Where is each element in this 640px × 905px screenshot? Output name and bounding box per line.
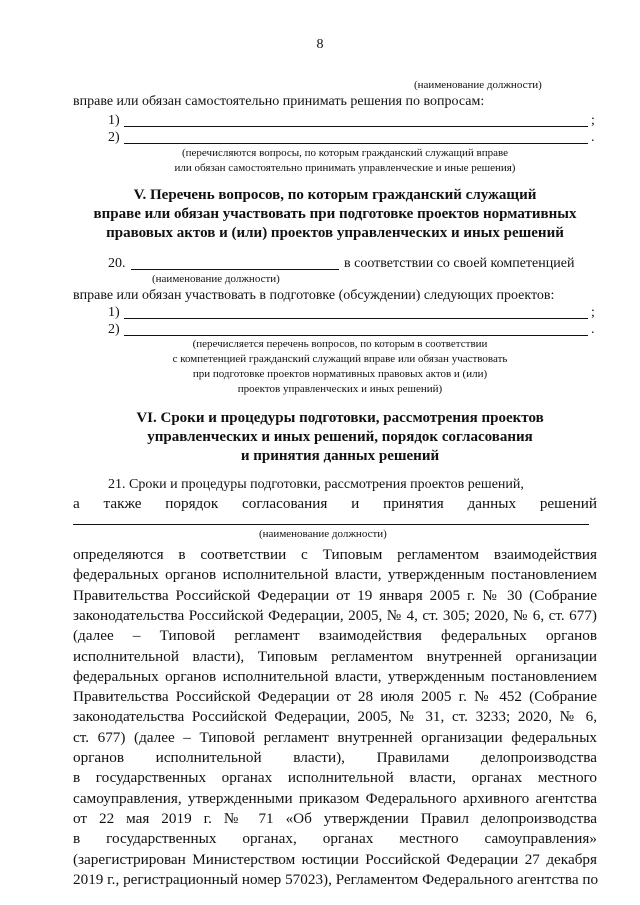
clause-text: в соответствии со своей компетенцией [344, 256, 575, 271]
item-label: 2) [108, 130, 120, 145]
body-line: органов исполнительной власти), Правилами делопроизводства [73, 749, 597, 766]
blank-line [131, 269, 339, 270]
body-line: Правительства Российской Федерации от 19 января 2005 г. № 30 (Собрание [73, 586, 597, 604]
body-line: Правительства Российской Федерации от 28 июля 2005 г. № 452 (Собрание [73, 688, 597, 706]
blank-line [124, 335, 588, 336]
body-line: определяются в соответствии с Типовым регламентом взаимодействия [73, 546, 597, 563]
intro-text: вправе или обязан участвовать в подготовке (обсуждении) следующих проектов: [73, 288, 555, 303]
page-number: 8 [316, 37, 324, 52]
position-caption: (наименование должности) [152, 273, 280, 285]
item-terminator: . [591, 130, 595, 145]
body-line: от 22 мая 2019 г. № 71 «Об утверждении Правил делопроизводства [73, 809, 597, 827]
body-line: законодательства Российской Федерации, 2005, № 4, ст. 305; 2020, № 6, ст. 677) [73, 606, 597, 624]
blank-line [124, 143, 588, 144]
body-line: законодательства Российской Федерации, 2005, № 31, ст. 3233; 2020, № 6, [73, 708, 597, 726]
body-line: ст. 677) (далее – Типовой регламент внутренней организации федеральных [73, 728, 597, 746]
clause-text: а также порядок согласования и принятия данных решений [73, 495, 597, 512]
position-caption: (наименование должности) [414, 79, 542, 91]
note-line: с компетенцией гражданский служащий вправе или обязан участвовать [172, 353, 508, 365]
item-label: 1) [108, 113, 120, 128]
body-line: в государственных органах исполнительной власти, органах местного [73, 769, 597, 787]
body-line: самоуправления, утвержденными приказом Федерального архивного агентства [73, 789, 597, 807]
body-line: федеральных органов исполнительной власти, утвержденным постановлением [73, 667, 597, 685]
intro-text: вправе или обязан самостоятельно принимать решения по вопросам: [73, 94, 485, 109]
body-line: (зарегистрирован Министерством юстиции Российской Федерации 27 декабря [73, 850, 597, 868]
clause-text: 21. Сроки и процедуры подготовки, рассмотрения проектов решений, [108, 477, 524, 492]
body-line: (далее – Типовой регламент взаимодействия федеральных органов [73, 627, 597, 645]
position-caption: (наименование должности) [259, 528, 387, 540]
blank-line [124, 126, 588, 127]
item-terminator: ; [591, 113, 595, 128]
note-line: проектов управленческих и иных решений) [237, 383, 443, 395]
section-heading: вправе или обязан участвовать при подготовке проектов нормативных [93, 206, 577, 222]
section-heading: V. Перечень вопросов, по которым гражданский служащий [133, 187, 537, 203]
body-line: 2019 г., регистрационный номер 57023), Регламентом Федерального агентства по [73, 870, 599, 888]
item-terminator: . [591, 322, 595, 337]
section-heading: правовых актов и (или) проектов управленческих и иных решений [106, 225, 564, 241]
item-label: 1) [108, 305, 120, 320]
note-line: при подготовке проектов нормативных правовых актов и (или) [192, 368, 488, 380]
section-heading: и принятия данных решений [240, 448, 440, 464]
item-terminator: ; [591, 305, 595, 320]
note-line: (перечисляются вопросы, по которым гражданский служащий вправе [182, 147, 508, 159]
body-line: исполнительной власти), Типовым регламентом внутренней организации [73, 647, 597, 665]
note-line: (перечисляется перечень вопросов, по которым в соответствии [192, 338, 488, 350]
blank-line [73, 524, 589, 525]
note-line: или обязан самостоятельно принимать управленческие и иные решения) [174, 162, 516, 174]
section-heading: управленческих и иных решений, порядок согласования [147, 429, 533, 445]
clause-number: 20. [108, 256, 126, 271]
item-label: 2) [108, 322, 120, 337]
body-line: федеральных органов исполнительной власти, утвержденным постановлением [73, 566, 597, 584]
blank-line [124, 318, 588, 319]
body-line: в государственных органах, органах местного самоуправления» [73, 830, 597, 848]
section-heading: VI. Сроки и процедуры подготовки, рассмотрения проектов [136, 410, 544, 426]
